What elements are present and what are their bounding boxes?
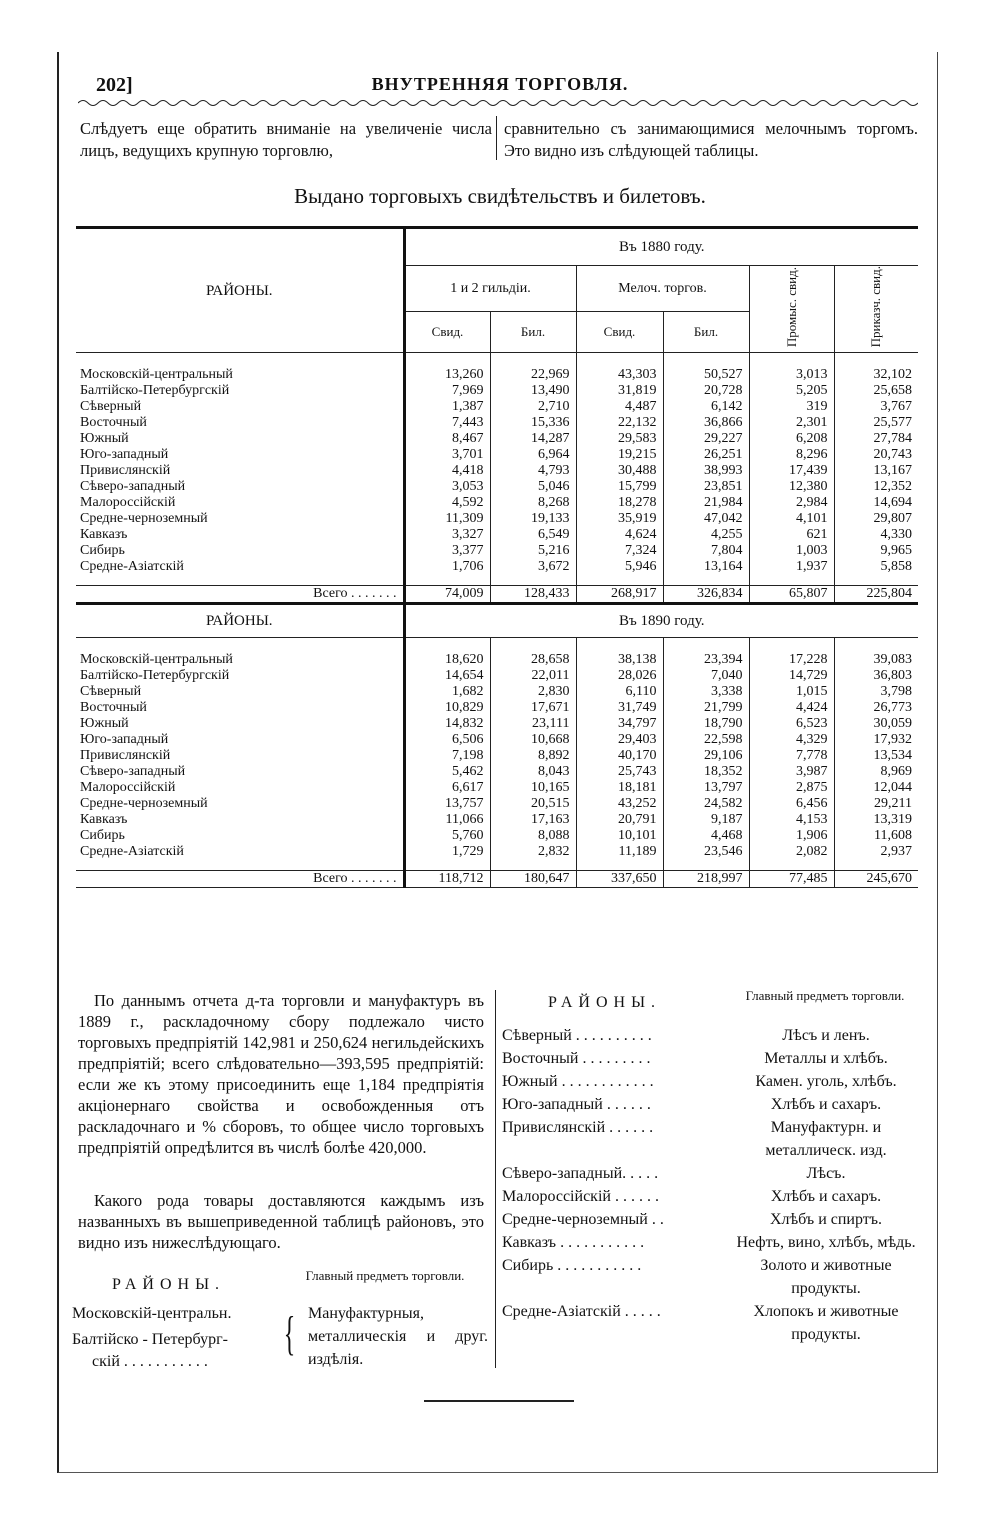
value-cell: 13,757 — [404, 796, 490, 812]
region-name: Юго-западный . . . . . . — [502, 1096, 651, 1113]
value-cell: 4,592 — [404, 495, 490, 511]
region-name: Кавказъ — [80, 812, 128, 828]
region-name: Средне-черноземный . . — [502, 1211, 664, 1228]
value-cell: 43,252 — [576, 796, 663, 812]
value-cell: 39,083 — [834, 638, 918, 669]
region-name: Сибирь — [80, 543, 125, 559]
main-goods: Камен. уголь, хлѣбъ. — [755, 1073, 897, 1090]
table-row — [76, 353, 918, 384]
value-cell: 10,829 — [404, 700, 490, 716]
goods-heading-right: Главный предметъ торговли. — [745, 988, 905, 1003]
value-cell: 30,059 — [834, 716, 918, 732]
table-row — [76, 844, 918, 871]
value-cell: 20,515 — [490, 796, 576, 812]
value-cell: 1,937 — [749, 559, 834, 586]
guild-header: 1 и 2 гильдіи. — [404, 266, 576, 312]
value-cell: 6,617 — [404, 780, 490, 796]
value-cell: 4,153 — [749, 812, 834, 828]
value-cell: 10,165 — [490, 780, 576, 796]
total-row-1880 — [76, 586, 918, 604]
wavy-rule — [78, 98, 918, 108]
region-name: Московскій-центральный — [80, 652, 233, 668]
bil-header: Бил. — [663, 312, 749, 353]
goods-heading-left: Главный предметъ торговли. — [305, 1268, 465, 1283]
value-cell: 13,490 — [490, 383, 576, 399]
value-cell: 2,710 — [490, 399, 576, 415]
value-cell: 17,439 — [749, 463, 834, 479]
total-cell: 218,997 — [663, 871, 749, 888]
value-cell: 8,467 — [404, 431, 490, 447]
region-name: Привислянскій — [80, 748, 171, 764]
region-name: Балтійско-Петербургскій — [80, 383, 230, 399]
promys-header: Промыс. свид. — [783, 266, 799, 347]
total-cell: 65,807 — [749, 586, 834, 604]
value-cell: 7,969 — [404, 383, 490, 399]
value-cell: 2,875 — [749, 780, 834, 796]
value-cell: 13,534 — [834, 748, 918, 764]
value-cell: 20,743 — [834, 447, 918, 463]
value-cell: 6,506 — [404, 732, 490, 748]
total-cell: 180,647 — [490, 871, 576, 888]
main-goods: Хлѣбъ и сахаръ. — [770, 1096, 882, 1113]
value-cell: 25,658 — [834, 383, 918, 399]
value-cell: 12,044 — [834, 780, 918, 796]
value-cell: 29,106 — [663, 748, 749, 764]
region-name: Восточный — [80, 700, 147, 716]
value-cell: 3,767 — [834, 399, 918, 415]
svid-header: Свид. — [404, 312, 490, 353]
value-cell: 4,487 — [576, 399, 663, 415]
value-cell: 6,523 — [749, 716, 834, 732]
goods-row — [502, 1254, 922, 1300]
value-cell: 10,101 — [576, 828, 663, 844]
value-cell: 1,906 — [749, 828, 834, 844]
region-name: Сѣверный — [80, 684, 142, 700]
goods-intro-paragraph: Какого рода товары доставляются каждымъ изъ названныхъ въ вышеприведенной таблицѣ районовъ, это видно изъ нижеслѣдующаго. — [78, 1191, 484, 1252]
value-cell: 23,394 — [663, 638, 749, 669]
total-cell: 268,917 — [576, 586, 663, 604]
region-name: Восточный . . . . . . . . . — [502, 1050, 651, 1067]
total-cell: 74,009 — [404, 586, 490, 604]
value-cell: 25,743 — [576, 764, 663, 780]
value-cell: 5,760 — [404, 828, 490, 844]
value-cell: 8,088 — [490, 828, 576, 844]
value-cell: 29,583 — [576, 431, 663, 447]
value-cell: 12,380 — [749, 479, 834, 495]
intro-left: Слѣдуетъ еще обратить вниманіе на увеличеніе числа лицъ, ведущихъ крупную торговлю, — [80, 119, 492, 160]
table-row — [76, 828, 918, 844]
region-name: Сибирь . . . . . . . . . . . — [502, 1257, 642, 1274]
value-cell: 13,797 — [663, 780, 749, 796]
value-cell: 5,216 — [490, 543, 576, 559]
main-goods: Нефть, вино, хлѣбъ, мѣдь. — [736, 1234, 916, 1251]
table-row — [76, 527, 918, 543]
main-goods: Хлѣбъ и сахаръ. — [770, 1188, 882, 1205]
regions-heading-right: РАЙОНЫ. — [548, 994, 662, 1011]
value-cell: 47,042 — [663, 511, 749, 527]
value-cell: 5,946 — [576, 559, 663, 586]
value-cell: 29,403 — [576, 732, 663, 748]
table-row — [76, 796, 918, 812]
table-row — [76, 684, 918, 700]
value-cell: 7,443 — [404, 415, 490, 431]
value-cell: 6,142 — [663, 399, 749, 415]
value-cell: 36,803 — [834, 668, 918, 684]
value-cell: 20,728 — [663, 383, 749, 399]
value-cell: 22,011 — [490, 668, 576, 684]
table-row — [76, 716, 918, 732]
value-cell: 6,110 — [576, 684, 663, 700]
value-cell: 26,773 — [834, 700, 918, 716]
main-goods: Мануфактурн. и металлическ. изд. — [765, 1119, 887, 1159]
table-row — [76, 511, 918, 527]
total-cell: 225,804 — [834, 586, 918, 604]
region-name: Сѣверный — [80, 399, 142, 415]
region-name: Малороссійскій — [80, 780, 176, 796]
value-cell: 32,102 — [834, 353, 918, 384]
region-name: Средне-Азіатскій — [80, 844, 184, 860]
value-cell: 13,167 — [834, 463, 918, 479]
region-baltic: Балтійско - Петербург- — [72, 1331, 228, 1348]
table-row — [76, 559, 918, 586]
goods-by-region-list — [502, 1024, 922, 1346]
value-cell: 21,984 — [663, 495, 749, 511]
value-cell: 7,778 — [749, 748, 834, 764]
value-cell: 3,701 — [404, 447, 490, 463]
value-cell: 17,932 — [834, 732, 918, 748]
value-cell: 1,003 — [749, 543, 834, 559]
value-cell: 6,456 — [749, 796, 834, 812]
total-cell: 128,433 — [490, 586, 576, 604]
value-cell: 5,462 — [404, 764, 490, 780]
region-name: Малороссійскій — [80, 495, 176, 511]
column-divider — [495, 990, 496, 1368]
value-cell: 22,969 — [490, 353, 576, 384]
value-cell: 43,303 — [576, 353, 663, 384]
value-cell: 50,527 — [663, 353, 749, 384]
goods-row — [502, 1047, 922, 1070]
value-cell: 7,804 — [663, 543, 749, 559]
column-divider — [496, 116, 497, 160]
table-row — [76, 780, 918, 796]
value-cell: 9,965 — [834, 543, 918, 559]
regions-heading-left: РАЙОНЫ. — [112, 1276, 226, 1293]
value-cell: 4,101 — [749, 511, 834, 527]
value-cell: 34,797 — [576, 716, 663, 732]
regions-header: РАЙОНЫ. — [205, 613, 273, 630]
value-cell: 17,228 — [749, 638, 834, 669]
region-name: Сѣверо-западный — [80, 479, 186, 495]
value-cell: 14,729 — [749, 668, 834, 684]
region-name: Московскій-центральный — [80, 367, 233, 383]
value-cell: 3,798 — [834, 684, 918, 700]
table-row — [76, 479, 918, 495]
year-1890-header: Въ 1890 году. — [404, 604, 918, 638]
value-cell: 18,620 — [404, 638, 490, 669]
value-cell: 11,608 — [834, 828, 918, 844]
table-row — [76, 748, 918, 764]
table-row — [76, 638, 918, 669]
value-cell: 30,488 — [576, 463, 663, 479]
goods-row — [502, 1116, 922, 1162]
total-label: Всего . . . . . . . — [313, 586, 397, 602]
main-goods: Металлы и хлѣбъ. — [764, 1050, 888, 1067]
table-row — [76, 399, 918, 415]
value-cell: 20,791 — [576, 812, 663, 828]
value-cell: 2,301 — [749, 415, 834, 431]
value-cell: 4,330 — [834, 527, 918, 543]
total-row-1890 — [76, 871, 918, 888]
value-cell: 1,682 — [404, 684, 490, 700]
table-row — [76, 447, 918, 463]
running-title: ВНУТРЕННЯЯ ТОРГОВЛЯ. — [371, 74, 629, 94]
year-1880-header: Въ 1880 году. — [404, 228, 918, 266]
value-cell: 1,706 — [404, 559, 490, 586]
value-cell: 28,026 — [576, 668, 663, 684]
goods-row — [502, 1231, 922, 1254]
table-row — [76, 415, 918, 431]
goods-row — [502, 1070, 922, 1093]
goods-row — [502, 1185, 922, 1208]
value-cell: 17,671 — [490, 700, 576, 716]
region-name: Сѣверный . . . . . . . . . . — [502, 1027, 652, 1044]
value-cell: 11,066 — [404, 812, 490, 828]
svid-header: Свид. — [576, 312, 663, 353]
value-cell: 6,964 — [490, 447, 576, 463]
region-name: Кавказъ — [80, 527, 128, 543]
region-name: Сѣверо-западный. . . . . — [502, 1165, 659, 1182]
value-cell: 621 — [749, 527, 834, 543]
table-row — [76, 700, 918, 716]
goods-moscow-baltic: Мануфактурныя, металлическія и друг. издѣлія. — [308, 1305, 488, 1368]
value-cell: 2,832 — [490, 844, 576, 871]
value-cell: 29,227 — [663, 431, 749, 447]
trade-certificates-table — [76, 226, 918, 888]
region-name: Юго-западный — [80, 447, 169, 463]
goods-row — [502, 1024, 922, 1047]
region-name: Южный — [80, 716, 129, 732]
value-cell: 3,327 — [404, 527, 490, 543]
table-caption: Выдано торговыхъ свидѣтельствъ и билетовъ. — [294, 184, 706, 208]
table-row — [76, 812, 918, 828]
table-row — [76, 431, 918, 447]
total-cell: 118,712 — [404, 871, 490, 888]
region-name: Сѣверо-западный — [80, 764, 186, 780]
region-name: Средне-Азіатскій — [80, 559, 184, 575]
value-cell: 14,694 — [834, 495, 918, 511]
value-cell: 3,672 — [490, 559, 576, 586]
value-cell: 12,352 — [834, 479, 918, 495]
value-cell: 8,268 — [490, 495, 576, 511]
value-cell: 38,138 — [576, 638, 663, 669]
value-cell: 13,260 — [404, 353, 490, 384]
value-cell: 319 — [749, 399, 834, 415]
value-cell: 18,352 — [663, 764, 749, 780]
value-cell: 23,546 — [663, 844, 749, 871]
value-cell: 24,582 — [663, 796, 749, 812]
petty-header: Мелоч. торгов. — [576, 266, 749, 312]
value-cell: 4,468 — [663, 828, 749, 844]
value-cell: 28,658 — [490, 638, 576, 669]
value-cell: 3,338 — [663, 684, 749, 700]
region-name: Южный — [80, 431, 129, 447]
goods-row — [502, 1300, 922, 1346]
value-cell: 11,189 — [576, 844, 663, 871]
total-cell: 326,834 — [663, 586, 749, 604]
table-row — [76, 463, 918, 479]
goods-row — [502, 1162, 922, 1185]
value-cell: 36,866 — [663, 415, 749, 431]
value-cell: 40,170 — [576, 748, 663, 764]
table-row — [76, 495, 918, 511]
value-cell: 7,040 — [663, 668, 749, 684]
value-cell: 3,013 — [749, 353, 834, 384]
region-name: Восточный — [80, 415, 147, 431]
table-row — [76, 732, 918, 748]
goods-row — [502, 1208, 922, 1231]
value-cell: 14,654 — [404, 668, 490, 684]
value-cell: 14,832 — [404, 716, 490, 732]
value-cell: 15,799 — [576, 479, 663, 495]
region-name: Средне-черноземный — [80, 511, 208, 527]
value-cell: 2,937 — [834, 844, 918, 871]
value-cell: 18,278 — [576, 495, 663, 511]
main-goods: Золото и животные продукты. — [760, 1257, 892, 1297]
value-cell: 10,668 — [490, 732, 576, 748]
region-name: Средне-черноземный — [80, 796, 208, 812]
main-goods: Хлѣбъ и спиртъ. — [769, 1211, 883, 1228]
value-cell: 23,851 — [663, 479, 749, 495]
table-row — [76, 668, 918, 684]
value-cell: 21,799 — [663, 700, 749, 716]
value-cell: 3,987 — [749, 764, 834, 780]
value-cell: 4,793 — [490, 463, 576, 479]
value-cell: 7,324 — [576, 543, 663, 559]
region-name: Привислянскій . . . . . . — [502, 1119, 654, 1136]
total-cell: 77,485 — [749, 871, 834, 888]
value-cell: 8,296 — [749, 447, 834, 463]
region-name: Привислянскій — [80, 463, 171, 479]
value-cell: 22,132 — [576, 415, 663, 431]
table-row — [76, 543, 918, 559]
value-cell: 11,309 — [404, 511, 490, 527]
value-cell: 2,082 — [749, 844, 834, 871]
region-name: Сибирь — [80, 828, 125, 844]
value-cell: 4,329 — [749, 732, 834, 748]
value-cell: 22,598 — [663, 732, 749, 748]
value-cell: 4,255 — [663, 527, 749, 543]
value-cell: 4,624 — [576, 527, 663, 543]
value-cell: 8,969 — [834, 764, 918, 780]
main-goods: Лѣсъ и ленъ. — [782, 1027, 870, 1044]
value-cell: 15,336 — [490, 415, 576, 431]
value-cell: 6,208 — [749, 431, 834, 447]
value-cell: 2,830 — [490, 684, 576, 700]
table-row — [76, 764, 918, 780]
value-cell: 6,549 — [490, 527, 576, 543]
value-cell: 2,984 — [749, 495, 834, 511]
value-cell: 9,187 — [663, 812, 749, 828]
value-cell: 25,577 — [834, 415, 918, 431]
region-moscow: Московскій-центральн. — [72, 1305, 232, 1322]
value-cell: 1,015 — [749, 684, 834, 700]
value-cell: 8,043 — [490, 764, 576, 780]
value-cell: 5,046 — [490, 479, 576, 495]
value-cell: 31,749 — [576, 700, 663, 716]
value-cell: 3,053 — [404, 479, 490, 495]
value-cell: 5,205 — [749, 383, 834, 399]
region-name: Средне-Азіатскій . . . . . — [502, 1303, 661, 1320]
main-goods: Лѣсъ. — [806, 1165, 846, 1182]
value-cell: 1,387 — [404, 399, 490, 415]
region-name: Балтійско-Петербургскій — [80, 668, 230, 684]
region-name: Кавказъ . . . . . . . . . . . — [502, 1234, 645, 1251]
value-cell: 4,418 — [404, 463, 490, 479]
region-name: Малороссійскій . . . . . . — [502, 1188, 659, 1205]
value-cell: 18,181 — [576, 780, 663, 796]
main-goods: Хлопокъ и животные продукты. — [753, 1303, 899, 1343]
region-name: Юго-западный — [80, 732, 169, 748]
value-cell: 1,729 — [404, 844, 490, 871]
value-cell: 31,819 — [576, 383, 663, 399]
value-cell: 13,319 — [834, 812, 918, 828]
region-baltic-cont: скій . . . . . . . . . . . — [92, 1353, 208, 1370]
page-number: 202] — [96, 74, 133, 96]
value-cell: 29,211 — [834, 796, 918, 812]
value-cell: 4,424 — [749, 700, 834, 716]
prikaz-header: Приказч. свид. — [868, 266, 884, 348]
value-cell: 3,377 — [404, 543, 490, 559]
value-cell: 18,790 — [663, 716, 749, 732]
intro-right: сравнительно съ занимающимися мелочнымъ торгомъ. Это видно изъ слѣдующей таблицы. — [504, 119, 918, 160]
value-cell: 29,807 — [834, 511, 918, 527]
goods-row — [502, 1093, 922, 1116]
value-cell: 13,164 — [663, 559, 749, 586]
brace: { — [283, 1307, 296, 1360]
value-cell: 5,858 — [834, 559, 918, 586]
value-cell: 19,215 — [576, 447, 663, 463]
total-cell: 337,650 — [576, 871, 663, 888]
value-cell: 14,287 — [490, 431, 576, 447]
region-name: Южный . . . . . . . . . . . . — [502, 1073, 654, 1090]
value-cell: 35,919 — [576, 511, 663, 527]
table-row — [76, 383, 918, 399]
report-paragraph: По даннымъ отчета д-та торговли и мануфактуръ въ 1889 г., раскладочному сбору подлежало чисто торговыхъ предпріятій 142,981 и 250,624 негильдейскихъ предпріятій; всего слѣдовательно—393,595 предпріятій: если же къ этому присоединить еще 1,184 предпріятія акціонернаго свойства и освобожденныя отъ раскладочнаго и % сборовъ, то общее число торговыхъ предпріятій опредѣлится въ числѣ болѣе 420,000. — [78, 991, 484, 1157]
value-cell: 7,198 — [404, 748, 490, 764]
value-cell: 27,784 — [834, 431, 918, 447]
total-cell: 245,670 — [834, 871, 918, 888]
value-cell: 17,163 — [490, 812, 576, 828]
value-cell: 19,133 — [490, 511, 576, 527]
closing-rule — [424, 1400, 574, 1402]
total-label: Всего . . . . . . . — [313, 871, 397, 887]
value-cell: 23,111 — [490, 716, 576, 732]
bil-header: Бил. — [490, 312, 576, 353]
value-cell: 8,892 — [490, 748, 576, 764]
value-cell: 38,993 — [663, 463, 749, 479]
regions-header: РАЙОНЫ. — [205, 282, 273, 299]
value-cell: 26,251 — [663, 447, 749, 463]
